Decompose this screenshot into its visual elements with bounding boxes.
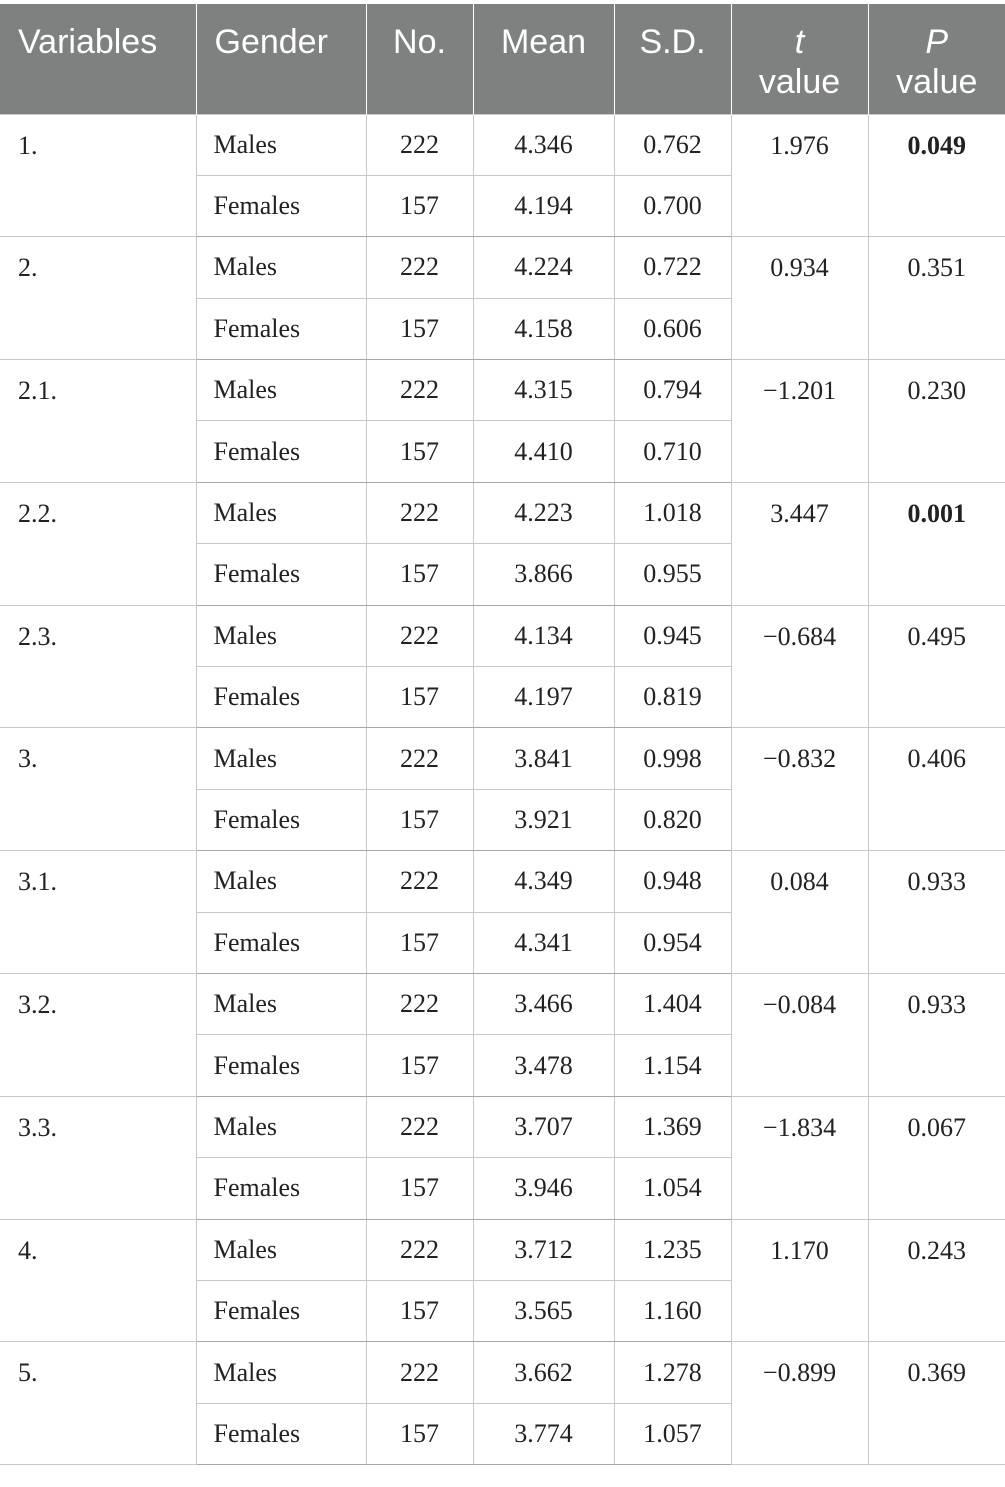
no-cell: 157 bbox=[366, 175, 473, 236]
no-cell: 222 bbox=[366, 973, 473, 1034]
header-no: No. bbox=[366, 4, 473, 114]
p-value-cell: 0.351 bbox=[868, 237, 1005, 360]
sd-cell: 0.955 bbox=[614, 544, 731, 605]
sd-cell: 0.700 bbox=[614, 175, 731, 236]
mean-cell: 4.410 bbox=[473, 421, 614, 482]
mean-cell: 4.315 bbox=[473, 360, 614, 421]
sd-cell: 1.018 bbox=[614, 482, 731, 543]
results-table bbox=[0, 4, 1005, 1465]
no-cell: 157 bbox=[366, 667, 473, 728]
gender-cell: Females bbox=[196, 175, 366, 236]
variable-cell: 3.2. bbox=[0, 973, 196, 1096]
no-cell: 157 bbox=[366, 1035, 473, 1096]
no-cell: 222 bbox=[366, 1096, 473, 1157]
table-row-males bbox=[0, 237, 1005, 298]
mean-cell: 3.707 bbox=[473, 1096, 614, 1157]
gender-cell: Males bbox=[196, 114, 366, 175]
sd-cell: 1.054 bbox=[614, 1158, 731, 1219]
gender-cell: Females bbox=[196, 1280, 366, 1341]
t-value-cell: −0.684 bbox=[731, 605, 868, 728]
header-mean: Mean bbox=[473, 4, 614, 114]
t-value-cell: −0.899 bbox=[731, 1342, 868, 1465]
t-value-cell: −0.084 bbox=[731, 973, 868, 1096]
variable-cell: 2. bbox=[0, 237, 196, 360]
no-cell: 222 bbox=[366, 482, 473, 543]
header-p-symbol: P bbox=[925, 23, 949, 61]
mean-cell: 4.194 bbox=[473, 175, 614, 236]
mean-cell: 3.774 bbox=[473, 1403, 614, 1464]
sd-cell: 0.606 bbox=[614, 298, 731, 359]
mean-cell: 4.224 bbox=[473, 237, 614, 298]
sd-cell: 0.820 bbox=[614, 789, 731, 850]
table-row-males bbox=[0, 973, 1005, 1034]
no-cell: 222 bbox=[366, 1219, 473, 1280]
no-cell: 157 bbox=[366, 1280, 473, 1341]
t-value-cell: 1.976 bbox=[731, 114, 868, 237]
sd-cell: 1.160 bbox=[614, 1280, 731, 1341]
sd-cell: 0.945 bbox=[614, 605, 731, 666]
sd-cell: 1.369 bbox=[614, 1096, 731, 1157]
p-value-cell: 0.049 bbox=[868, 114, 1005, 237]
mean-cell: 4.134 bbox=[473, 605, 614, 666]
t-value-cell: −0.832 bbox=[731, 728, 868, 851]
gender-cell: Males bbox=[196, 605, 366, 666]
variable-cell: 2.1. bbox=[0, 360, 196, 483]
mean-cell: 3.866 bbox=[473, 544, 614, 605]
gender-cell: Females bbox=[196, 789, 366, 850]
mean-cell: 4.223 bbox=[473, 482, 614, 543]
gender-cell: Females bbox=[196, 298, 366, 359]
p-value-cell: 0.933 bbox=[868, 973, 1005, 1096]
sd-cell: 0.794 bbox=[614, 360, 731, 421]
sd-cell: 0.819 bbox=[614, 667, 731, 728]
variable-cell: 2.2. bbox=[0, 482, 196, 605]
gender-cell: Males bbox=[196, 1342, 366, 1403]
header-variables: Variables bbox=[0, 4, 196, 114]
t-value-cell: 0.084 bbox=[731, 851, 868, 974]
header-p-word: value bbox=[896, 63, 978, 101]
no-cell: 157 bbox=[366, 544, 473, 605]
header-row bbox=[0, 4, 1005, 114]
no-cell: 222 bbox=[366, 237, 473, 298]
gender-cell: Females bbox=[196, 544, 366, 605]
gender-cell: Males bbox=[196, 1096, 366, 1157]
p-value-cell: 0.406 bbox=[868, 728, 1005, 851]
no-cell: 157 bbox=[366, 789, 473, 850]
p-value-cell: 0.230 bbox=[868, 360, 1005, 483]
mean-cell: 3.712 bbox=[473, 1219, 614, 1280]
mean-cell: 4.341 bbox=[473, 912, 614, 973]
no-cell: 222 bbox=[366, 114, 473, 175]
mean-cell: 4.346 bbox=[473, 114, 614, 175]
table-row-males bbox=[0, 1219, 1005, 1280]
no-cell: 157 bbox=[366, 298, 473, 359]
sd-cell: 0.710 bbox=[614, 421, 731, 482]
sd-cell: 1.235 bbox=[614, 1219, 731, 1280]
sd-cell: 0.954 bbox=[614, 912, 731, 973]
p-value-cell: 0.495 bbox=[868, 605, 1005, 728]
variable-cell: 3.3. bbox=[0, 1096, 196, 1219]
sd-cell: 1.278 bbox=[614, 1342, 731, 1403]
gender-cell: Males bbox=[196, 482, 366, 543]
mean-cell: 3.921 bbox=[473, 789, 614, 850]
mean-cell: 4.197 bbox=[473, 667, 614, 728]
table-row-males bbox=[0, 1342, 1005, 1403]
table-row-males bbox=[0, 605, 1005, 666]
t-value-cell: 0.934 bbox=[731, 237, 868, 360]
gender-cell: Males bbox=[196, 360, 366, 421]
no-cell: 157 bbox=[366, 1403, 473, 1464]
p-value-cell: 0.067 bbox=[868, 1096, 1005, 1219]
mean-cell: 4.349 bbox=[473, 851, 614, 912]
gender-cell: Females bbox=[196, 1035, 366, 1096]
header-sd: S.D. bbox=[614, 4, 731, 114]
table-row-males bbox=[0, 114, 1005, 175]
mean-cell: 3.946 bbox=[473, 1158, 614, 1219]
t-value-cell: −1.834 bbox=[731, 1096, 868, 1219]
sd-cell: 0.762 bbox=[614, 114, 731, 175]
mean-cell: 4.158 bbox=[473, 298, 614, 359]
variable-cell: 2.3. bbox=[0, 605, 196, 728]
no-cell: 157 bbox=[366, 421, 473, 482]
table-row-males bbox=[0, 1096, 1005, 1157]
no-cell: 157 bbox=[366, 912, 473, 973]
gender-cell: Females bbox=[196, 1158, 366, 1219]
no-cell: 222 bbox=[366, 1342, 473, 1403]
t-value-cell: 1.170 bbox=[731, 1219, 868, 1342]
table-body bbox=[0, 114, 1005, 1465]
gender-cell: Males bbox=[196, 1219, 366, 1280]
gender-cell: Males bbox=[196, 728, 366, 789]
header-gender: Gender bbox=[196, 4, 366, 114]
gender-cell: Females bbox=[196, 1403, 366, 1464]
no-cell: 222 bbox=[366, 851, 473, 912]
table-row-males bbox=[0, 482, 1005, 543]
sd-cell: 0.998 bbox=[614, 728, 731, 789]
no-cell: 222 bbox=[366, 605, 473, 666]
sd-cell: 1.154 bbox=[614, 1035, 731, 1096]
gender-cell: Males bbox=[196, 973, 366, 1034]
p-value-cell: 0.933 bbox=[868, 851, 1005, 974]
header-t-value bbox=[731, 4, 868, 114]
mean-cell: 3.841 bbox=[473, 728, 614, 789]
no-cell: 157 bbox=[366, 1158, 473, 1219]
header-p-value bbox=[868, 4, 1005, 114]
table-row-males bbox=[0, 360, 1005, 421]
table-row-males bbox=[0, 728, 1005, 789]
variable-cell: 4. bbox=[0, 1219, 196, 1342]
gender-cell: Females bbox=[196, 667, 366, 728]
sd-cell: 0.948 bbox=[614, 851, 731, 912]
header-t-symbol: t bbox=[794, 23, 805, 61]
mean-cell: 3.478 bbox=[473, 1035, 614, 1096]
mean-cell: 3.466 bbox=[473, 973, 614, 1034]
gender-cell: Males bbox=[196, 851, 366, 912]
sd-cell: 1.057 bbox=[614, 1403, 731, 1464]
no-cell: 222 bbox=[366, 360, 473, 421]
table-row-males bbox=[0, 851, 1005, 912]
no-cell: 222 bbox=[366, 728, 473, 789]
mean-cell: 3.662 bbox=[473, 1342, 614, 1403]
gender-cell: Males bbox=[196, 237, 366, 298]
sd-cell: 1.404 bbox=[614, 973, 731, 1034]
p-value-cell: 0.369 bbox=[868, 1342, 1005, 1465]
variable-cell: 1. bbox=[0, 114, 196, 237]
p-value-cell: 0.243 bbox=[868, 1219, 1005, 1342]
header-t-word: value bbox=[758, 63, 841, 101]
gender-cell: Females bbox=[196, 421, 366, 482]
variable-cell: 3. bbox=[0, 728, 196, 851]
sd-cell: 0.722 bbox=[614, 237, 731, 298]
gender-cell: Females bbox=[196, 912, 366, 973]
t-value-cell: −1.201 bbox=[731, 360, 868, 483]
variable-cell: 5. bbox=[0, 1342, 196, 1465]
variable-cell: 3.1. bbox=[0, 851, 196, 974]
p-value-cell: 0.001 bbox=[868, 482, 1005, 605]
t-value-cell: 3.447 bbox=[731, 482, 868, 605]
mean-cell: 3.565 bbox=[473, 1280, 614, 1341]
